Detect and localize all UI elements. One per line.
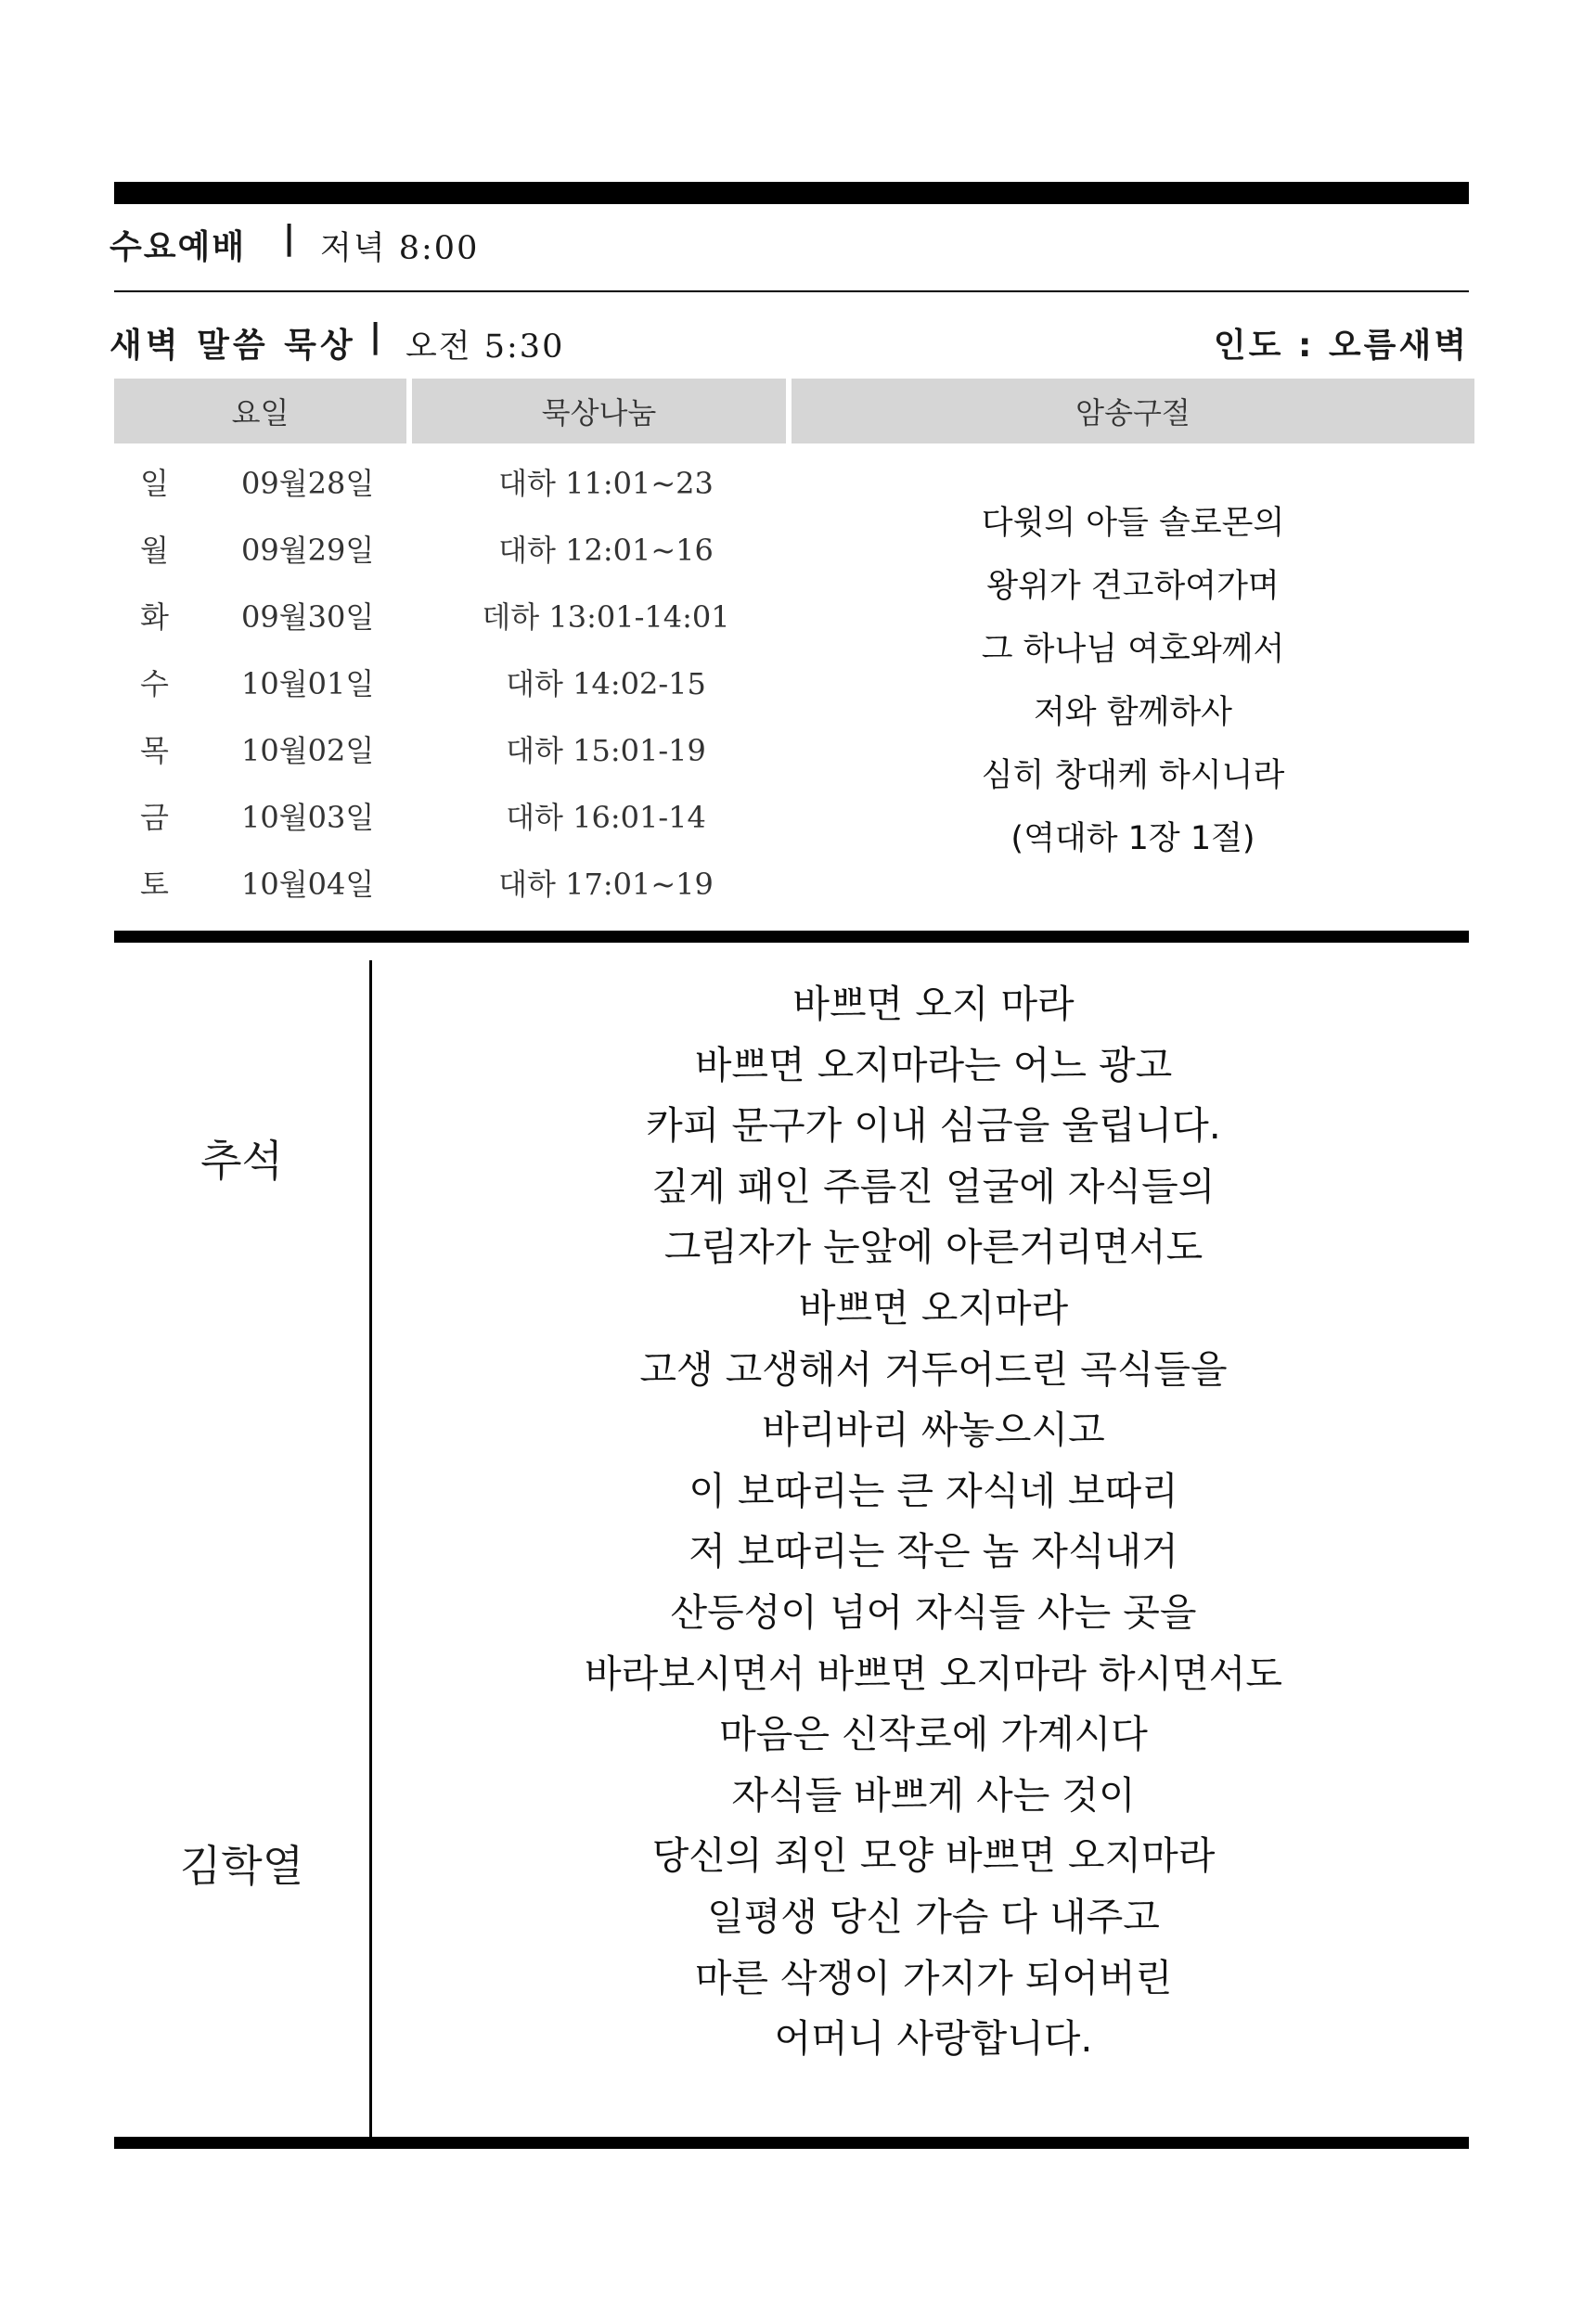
poem-line: 산등성이 넘어 자식들 사는 곳을: [670, 1589, 1197, 1635]
schedule-row: [114, 460, 792, 527]
schedule-row: [114, 794, 792, 861]
row-date: 09월30일: [241, 599, 375, 635]
row-passage: 데하 13:01-14:01: [482, 599, 730, 635]
row-passage: 대하 15:01-19: [506, 733, 706, 768]
row-day: 토: [140, 867, 169, 902]
row-day: 목: [140, 733, 169, 768]
poem-line: 고생 고생해서 거두어드린 곡식들을: [639, 1346, 1228, 1392]
schedule-row: [114, 661, 792, 727]
row-day: 수: [140, 666, 169, 701]
wednesday-service-title: 수요예배: [109, 228, 247, 266]
poem-line: 일평생 당신 가슴 다 내주고: [707, 1894, 1160, 1939]
top-rule: [114, 182, 1469, 204]
wednesday-service-time: 저녁 8:00: [320, 230, 480, 267]
poem-title: 추석: [200, 1136, 283, 1186]
schedule-row: [114, 594, 792, 661]
row-date: 10월01일: [241, 666, 375, 701]
bottom-rule: [114, 2137, 1469, 2149]
poem-line: 마른 삭쟁이 가지가 되어버린: [694, 1955, 1173, 2000]
poem-line: 바라보시면서 바쁘면 오지마라 하시면서도: [584, 1651, 1282, 1696]
poem-line: 바리바리 싸놓으시고: [762, 1408, 1105, 1453]
verse-line: 저와 함께하사: [1034, 694, 1232, 731]
poem-line: 저 보따리는 작은 놈 자식내거: [689, 1529, 1178, 1575]
row-day: 일: [140, 466, 169, 501]
poem-author: 김학열: [179, 1841, 304, 1891]
row-passage: 대하 11:01~23: [498, 466, 714, 501]
verse-reference: (역대하 1장 1절): [1010, 820, 1255, 857]
verse-line: 왕위가 견고하여가며: [986, 568, 1280, 605]
schedule-row: [114, 861, 792, 928]
row-passage: 대하 16:01-14: [506, 800, 706, 835]
poem-line: 자식들 바쁘게 사는 것이: [731, 1772, 1136, 1818]
header-memory-verse: 암송구절: [792, 379, 1474, 443]
schedule-row: [114, 727, 792, 794]
row-date: 10월02일: [241, 733, 375, 768]
poem-line: 바쁘면 오지마라는 어느 광고: [694, 1042, 1173, 1087]
poem-body: [372, 974, 1495, 2070]
row-passage: 대하 12:01~16: [498, 533, 714, 568]
header-meditation: 묵상나눔: [412, 379, 786, 443]
poem-line: 바쁘면 오지 마라: [792, 982, 1075, 1026]
row-day: 금: [140, 800, 169, 835]
row-date: 10월03일: [241, 800, 375, 835]
header-day: 요일: [114, 379, 406, 443]
poem-line: 당신의 죄인 모양 바쁘면 오지마라: [651, 1833, 1216, 1879]
row-passage: 대하 17:01~19: [498, 867, 714, 902]
poem-line: 카피 문구가 이내 심금을 울립니다.: [646, 1103, 1221, 1149]
verse-line: 그 하나님 여호와께서: [981, 631, 1285, 668]
poem-line: 그림자가 눈앞에 아른거리면서도: [663, 1225, 1203, 1270]
dawn-separator: |: [369, 317, 382, 355]
row-day: 월: [140, 533, 169, 568]
poem-line: 깊게 패인 주름진 얼굴에 자식들의: [651, 1163, 1216, 1209]
row-passage: 대하 14:02-15: [506, 666, 706, 701]
row-date: 09월29일: [241, 533, 375, 568]
schedule-row: [114, 527, 792, 594]
poem-line: 바쁘면 오지마라: [798, 1285, 1069, 1330]
poem-line: 이 보따리는 큰 자식네 보따리: [689, 1468, 1178, 1513]
dawn-leader: 인도 : 오름새벽: [1213, 327, 1469, 365]
verse-line: 다윗의 아들 솔로몬의: [981, 505, 1285, 542]
dawn-meditation-time: 오전 5:30: [405, 328, 565, 366]
poem-line: 마음은 신작로에 가계시다: [719, 1712, 1148, 1757]
row-date: 09월28일: [241, 466, 375, 501]
section-divider: [114, 290, 1469, 292]
verse-line: 심히 창대케 하시니라: [981, 757, 1285, 794]
row-date: 10월04일: [241, 867, 375, 902]
memory-verse: [792, 492, 1474, 870]
wednesday-separator: |: [283, 219, 296, 257]
middle-rule: [114, 931, 1469, 943]
row-day: 화: [140, 599, 169, 635]
poem-line: 어머니 사랑합니다.: [774, 2016, 1093, 2062]
dawn-meditation-title: 새벽 말씀 묵상: [109, 327, 356, 365]
